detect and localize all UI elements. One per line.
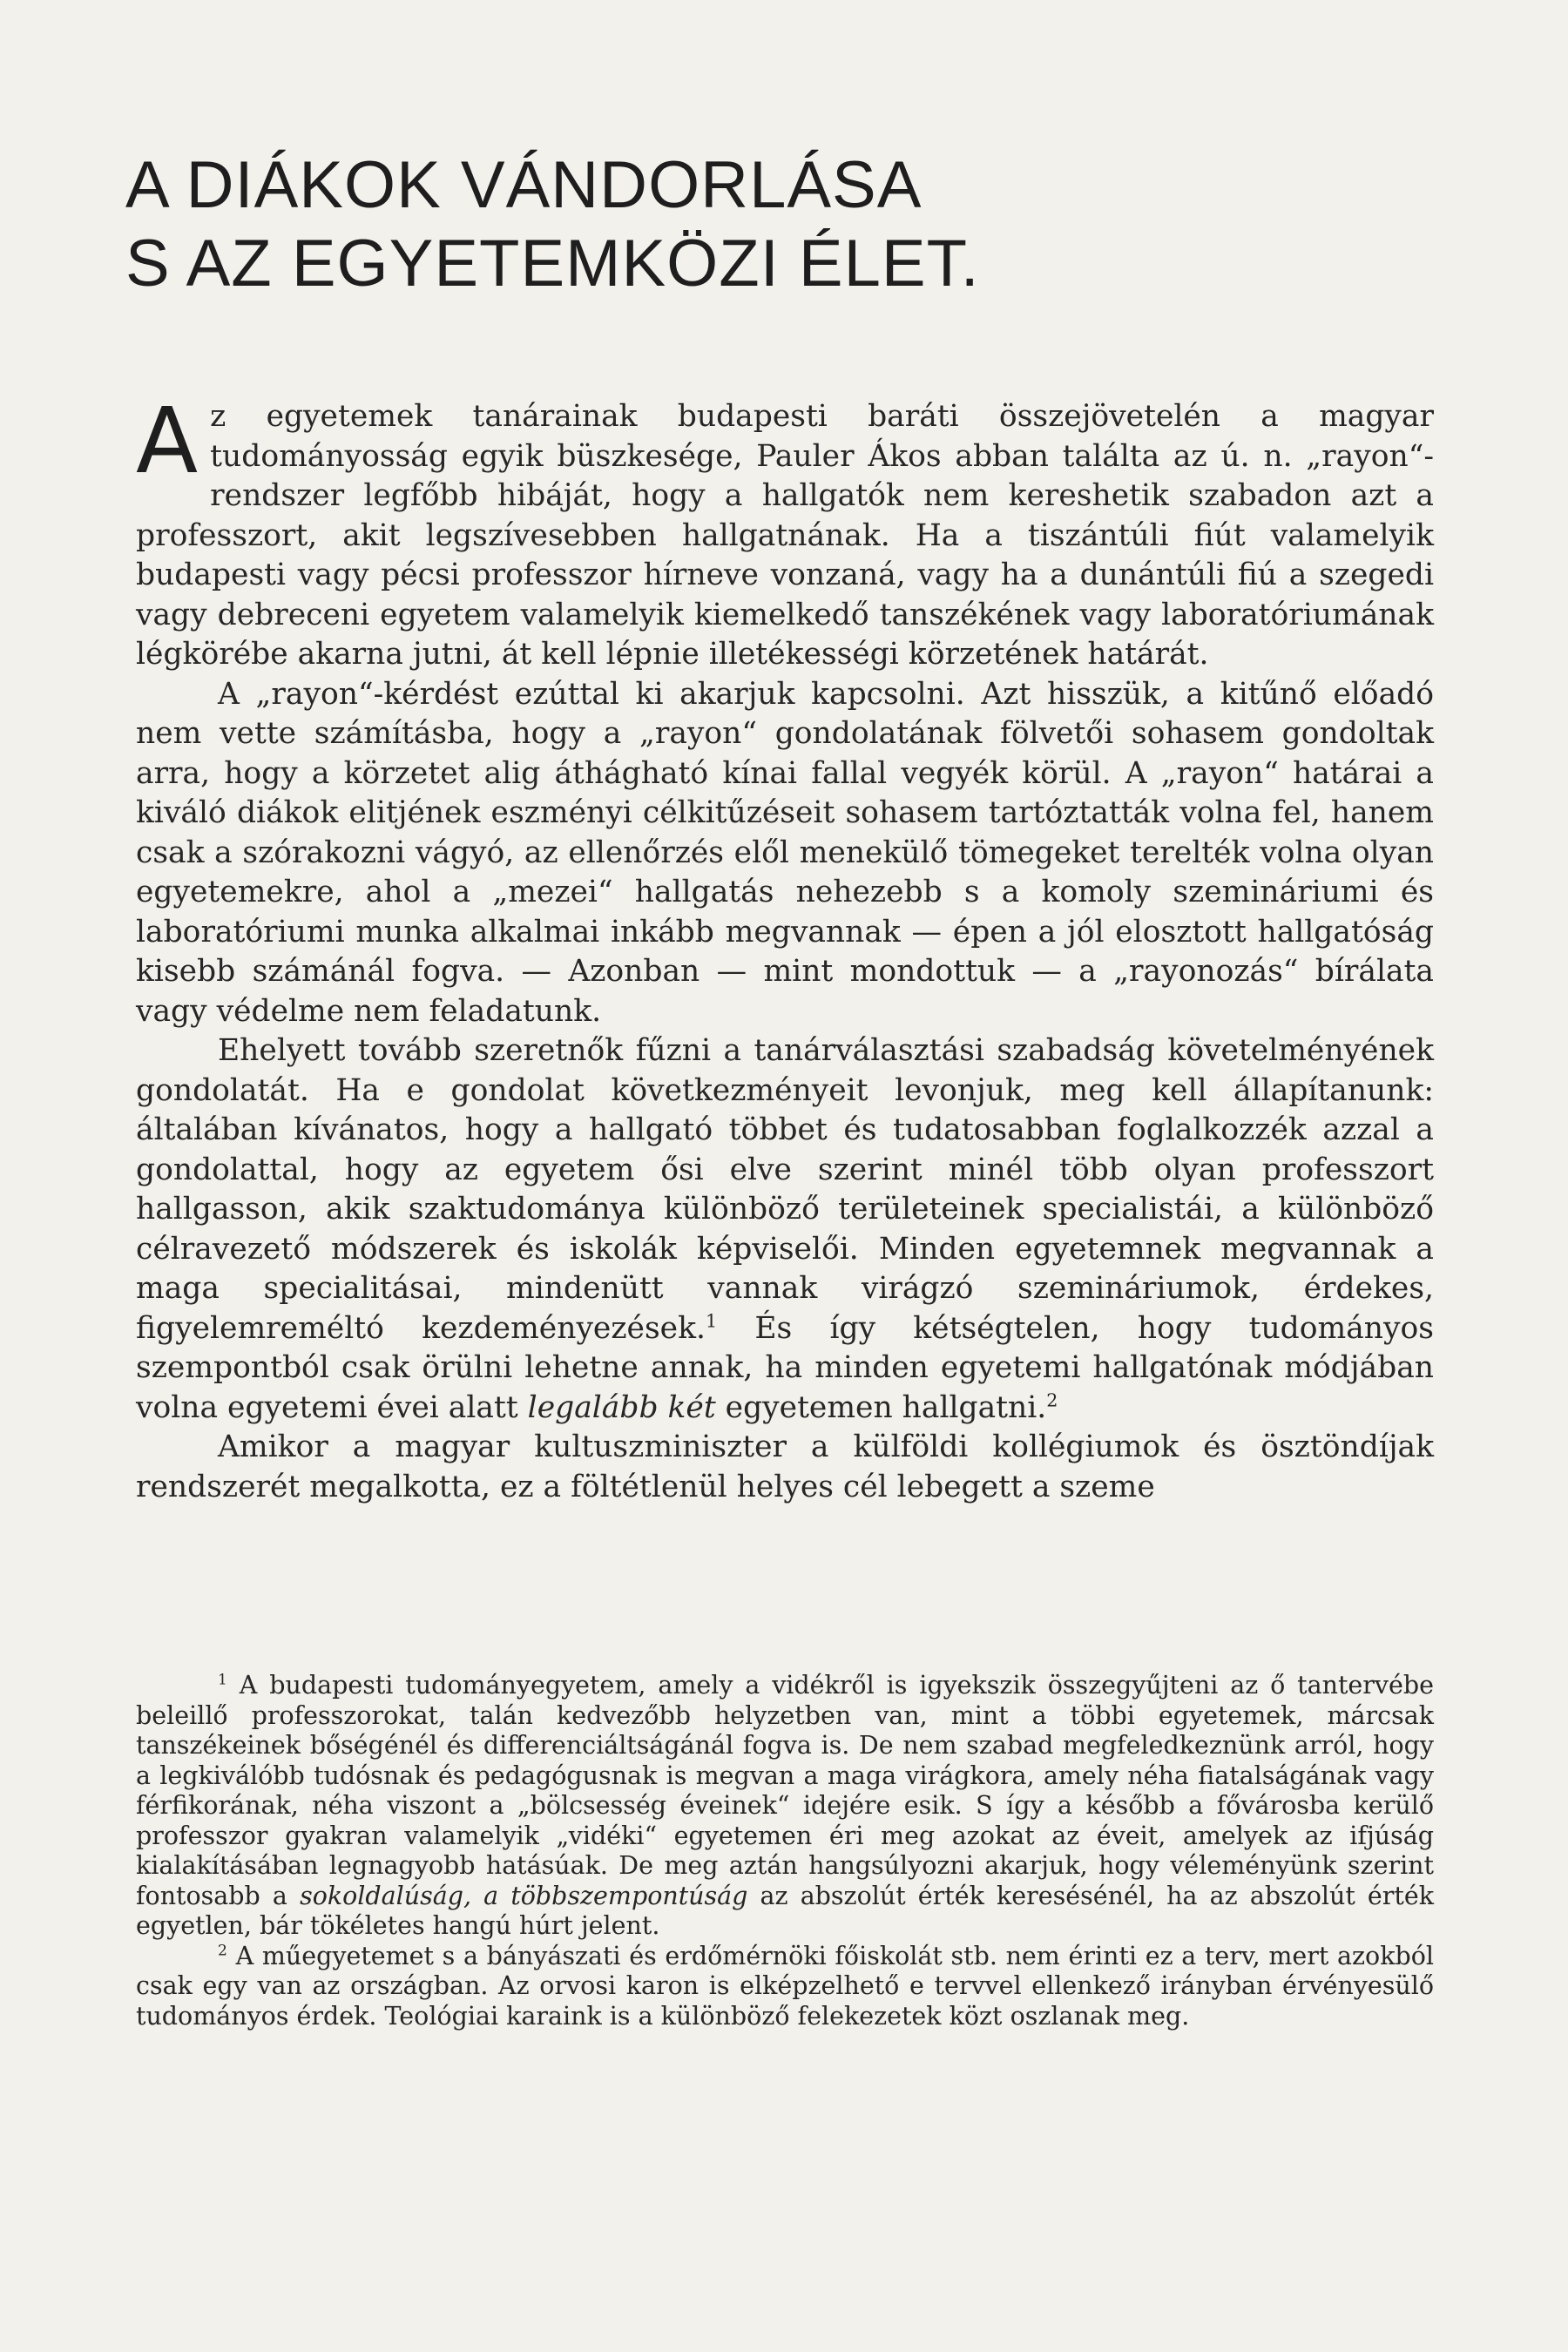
paragraph-3-text-b: És így kétségtelen, hogy tudományos szempontból csak örülni lehetne annak, ha minden egyetemi hallgatónak módjában volna egyetemi évei alatt [136, 1310, 1434, 1425]
paragraph-3-text-c: egyetemen hallgatni. [715, 1389, 1047, 1425]
footnote-1-text-a: A budapesti tudományegyetem, amely a vidékről is igyekszik összegyűjteni az ő tantervébe beleillő professzorokat, talán kedvezőbb helyzetben van, mint a többi egyetemek, márcsak tanszékeinek bőségénél és differenciáltságánál fogva is. De nem szabad megfeledkeznünk arról, hogy a legkiválóbb tudósnak és pedagógusnak is megvan a maga virágkora, amely néha fiatalságának vagy férfikorának, néha viszont a „bölcsesség éveinek“ idejére esik. S így a később a fővárosba kerülő professzor gyakran valamelyik „vidéki“ egyetemen éri meg azokat az éveit, amelyek az ifjúság kialakításában legnagyobb hatásúak. De meg aztán hangsúlyozni akarjuk, hogy véleményünk szerint fontosabb a [136, 1671, 1434, 1910]
paragraph-3 [136, 1031, 1434, 1428]
footnote-2-text: A műegyetemet s a bányászati és erdőmérnöki főiskolát stb. nem érinti ez a terv, mert azokból csak egy van az országban. Az orvosi karon is elképzelhető e tervvel ellenkező irányban érvényesülő tudományos érdek. Teológiai karaink is a különböző felekezetek közt oszlanak meg. [136, 1941, 1434, 2031]
article-title [125, 146, 980, 303]
paragraph-3-emphasis: legalább két [527, 1389, 716, 1425]
footnote-1 [136, 1671, 1434, 1942]
paragraph-3-text-a: Ehelyett tovább szeretnők fűzni a tanárválasztási szabadság követelményének gondolatát. Ha e gondolat következményeit levonjuk, meg kell állapítanunk: általában kívánatos, hogy a hallgató többet és tudatosabban foglalkozzék azzal a gondolattal, hogy az egyetem ősi elve szerint minél több olyan professzort hallgasson, akik szaktudománya különböző területeinek specialistái, a különböző célravezető módszerek és iskolák képviselői. Minden egyetemnek megvannak a maga specialitásai, mindenütt vannak virágzó szemináriumok, érdekes, figyelemreméltó kezdeményezések. [136, 1033, 1434, 1346]
title-line-2: S AZ EGYETEMKÖZI ÉLET. [125, 226, 980, 301]
footnote-ref-1: 1 [705, 1310, 718, 1331]
footnote-1-mark: 1 [218, 1671, 227, 1689]
footnote-2-mark: 2 [218, 1942, 227, 1959]
paragraph-2: A „rayon“-kérdést ezúttal ki akarjuk kapcsolni. Azt hisszük, a kitűnő előadó nem vette számításba, hogy a „rayon“ gondolatának fölvetői sohasem gondoltak arra, hogy a körzetet alig áthágható kínai fallal vegyék körül. A „rayon“ határai a kiváló diákok elitjének eszményi célkitűzéseit sohasem tartóztatták volna fel, hanem csak a szórakozni vágyó, az ellenőrzés elől menekülő tömegeket terelték volna olyan egyetemekre, ahol a „mezei“ hallgatás nehezebb s a komoly szemináriumi és laboratóriumi munka alkalmai inkább megvannak — épen a jól elosztott hallgatóság kisebb számánál fogva. — Azonban — mint mondottuk — a „rayonozás“ bírálata vagy védelme nem feladatunk. [136, 676, 1434, 1029]
paragraph-1-text: z egyetemek tanárainak budapesti baráti összejövetelén a magyar tudományosság egyik büszkesége, Pauler Ákos abban találta az ú. n. „rayon“-rendszer legfőbb hibáját, hogy a hallgatók nem kereshetik szabadon azt a professzort, akit legszívesebben hallgatnának. Ha a tiszántúli fiút valamelyik budapesti vagy pécsi professzor hírneve vonzaná, vagy ha a dunántúli fiú a szegedi vagy debreceni egyetem valamelyik kiemelkedő tanszékének vagy laboratóriumának légkörébe akarna jutni, át kell lépnie illetékességi körzetének határát. [136, 399, 1434, 672]
footnote-ref-2: 2 [1046, 1389, 1058, 1410]
footnotes [136, 1671, 1434, 2031]
drop-cap: A [136, 388, 199, 494]
paragraph-4: Amikor a magyar kultuszminiszter a külföldi kollégiumok és ösztöndíjak rendszerét megalkotta, ez a föltétlenül helyes cél lebegett a szeme [136, 1429, 1434, 1504]
paragraph-1 [136, 388, 1434, 675]
title-line-1: A DIÁKOK VÁNDORLÁSA [125, 148, 923, 222]
footnote-1-text-b: az abszolút érték keresésénél, ha az abszolút érték egyetlen, bár tökéletes hangú húrt jelent. [136, 1881, 1435, 1940]
footnote-1-emphasis: sokoldalúság, a többszempontúság [300, 1881, 748, 1910]
footnote-2 [136, 1942, 1434, 2032]
article-body [136, 388, 1434, 1507]
